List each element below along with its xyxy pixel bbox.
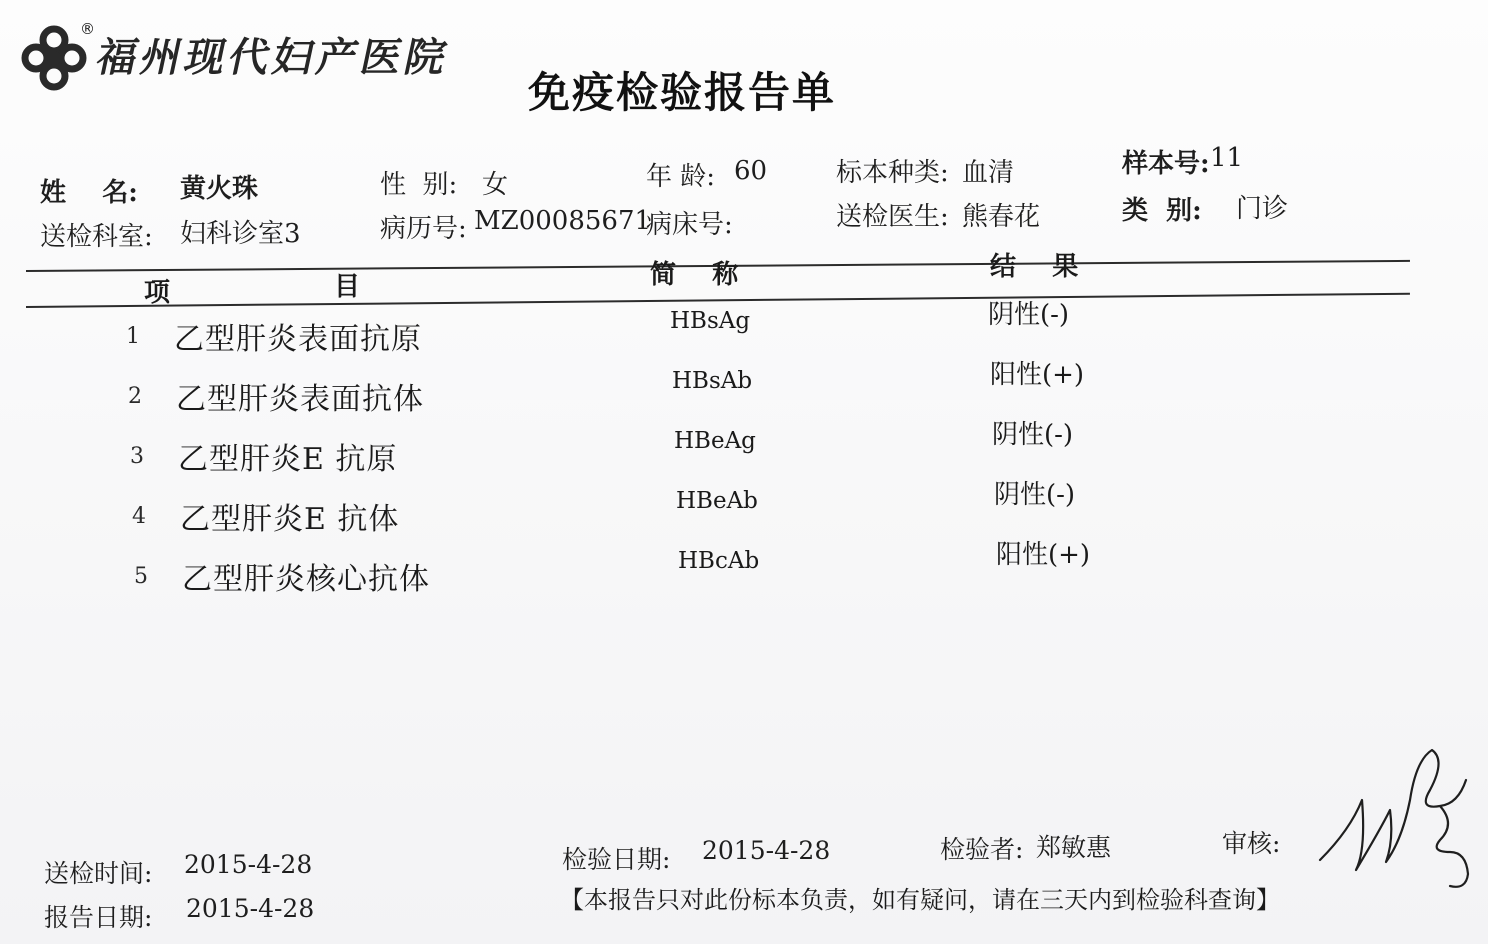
sample-number: 11: [1210, 143, 1244, 173]
row-number: 1: [126, 324, 140, 349]
doctor-name: 熊春花: [962, 202, 1041, 232]
doctor-label: 送检医生:: [836, 202, 949, 232]
test-result: 阴性(-): [992, 420, 1074, 450]
gender-label: 性 别:: [380, 170, 458, 200]
report-notice: 【本报告只对此份标本负责，如有疑问，请在三天内到检验科查询】: [560, 886, 1280, 914]
row-number: 3: [130, 444, 144, 469]
row-number: 4: [132, 504, 146, 529]
hospital-name: 福州现代妇产医院: [92, 34, 455, 81]
test-abbr: HBcAb: [678, 548, 760, 574]
tester-name: 郑敏惠: [1036, 833, 1112, 862]
test-result: 阳性(+): [996, 540, 1091, 570]
sample-no-label: 样本号:: [1122, 149, 1210, 179]
submit-time-label: 送检时间:: [44, 859, 153, 888]
test-abbr: HBeAb: [676, 488, 758, 514]
report-date-label: 报告日期:: [44, 903, 153, 932]
col-result-head: 结 果: [990, 252, 1079, 282]
reviewer-label: 审核:: [1222, 829, 1281, 858]
report-title: 免疫检验报告单: [528, 68, 837, 117]
patient-name: 黄火珠: [180, 174, 259, 204]
department-label: 送检科室:: [40, 222, 153, 252]
specimen-type: 血清: [962, 158, 1015, 188]
test-date: 2015-4-28: [702, 836, 831, 865]
test-item: 乙型肝炎表面抗原: [174, 322, 422, 357]
bed-label: 病床号:: [646, 210, 733, 240]
col-abbr-head: 简 称: [650, 260, 739, 290]
header-bottom-rule: [26, 293, 1410, 308]
report-date: 2015-4-28: [186, 894, 315, 923]
reviewer-signature: [1290, 740, 1480, 900]
test-item: 乙型肝炎E 抗体: [180, 502, 400, 537]
patient-age: 60: [734, 156, 768, 186]
visit-category: 门诊: [1236, 194, 1289, 224]
test-abbr: HBsAg: [670, 308, 751, 334]
col-item-head-1: 项: [144, 278, 171, 308]
test-result: 阳性(+): [990, 360, 1085, 390]
department: 妇科诊室3: [180, 219, 301, 249]
col-item-head-2: 目: [334, 272, 361, 302]
tester-label: 检验者:: [940, 835, 1024, 864]
submit-time: 2015-4-28: [184, 850, 313, 879]
row-number: 2: [128, 384, 142, 409]
test-item: 乙型肝炎E 抗原: [178, 442, 398, 477]
category-label: 类 别:: [1122, 196, 1202, 226]
patient-gender: 女: [482, 170, 509, 200]
registered-mark: ®: [80, 20, 95, 38]
test-abbr: HBsAb: [672, 368, 753, 394]
row-number: 5: [134, 564, 148, 589]
test-item: 乙型肝炎表面抗体: [176, 382, 424, 417]
test-date-label: 检验日期:: [562, 845, 671, 874]
age-label: 年 龄:: [646, 162, 716, 192]
record-label: 病历号:: [380, 214, 467, 244]
specimen-label: 标本种类:: [836, 158, 949, 188]
name-label: 姓 名:: [40, 178, 138, 208]
test-abbr: HBeAg: [674, 428, 756, 454]
test-result: 阴性(-): [994, 480, 1076, 510]
test-result: 阴性(-): [988, 300, 1070, 330]
record-number: MZ00085671: [474, 206, 652, 236]
test-item: 乙型肝炎核心抗体: [182, 562, 430, 597]
